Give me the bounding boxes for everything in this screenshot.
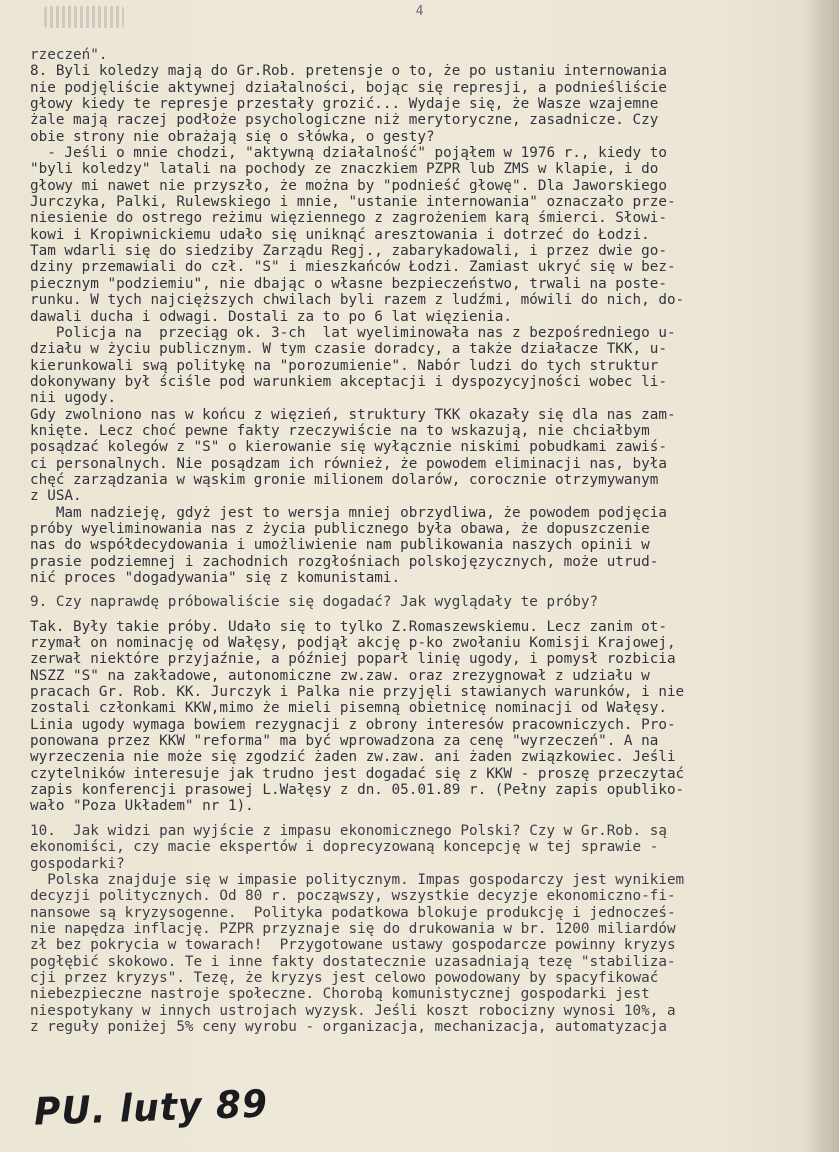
text-line: Gdy zwolniono nas w końcu z więzień, struktury TKK okazały się dla nas zam- [30, 406, 676, 423]
text-line: decyzji politycznych. Od 80 r. począwszy, wszystkie decyzje ekonomiczno-fi- [30, 888, 676, 905]
text-line: niebezpieczne nastroje społeczne. Chorobą komunistycznej gospodarki jest [30, 986, 650, 1003]
text-line: obie strony nie obrażają się o słówka, o gesty? [30, 128, 435, 145]
text-line: głowy kiedy te represje przestały grozić... Wydaje się, że Wasze wzajemne [30, 96, 659, 113]
text-line: 8. Byli koledzy mają do Gr.Rob. pretensje o to, że po ustaniu internowania [30, 63, 667, 80]
text-line: chęć zarządzania w wąskim gronie milionem dolarów, corocznie otrzymywanym [30, 471, 659, 488]
text-line: dziny przemawiali do czł. "S" i mieszkańców Łodzi. Zamiast ukryć się w bez- [30, 259, 676, 276]
text-line: Jurczyka, Palki, Rulewskiego i mnie, "ustanie internowania" oznaczało prze- [30, 194, 676, 211]
text-line: ci personalnych. Nie posądzam ich również, że powodem eliminacji nas, była [30, 455, 667, 472]
text-line: głowy mi nawet nie przyszło, że można by "podnieść głowę". Dla Jaworskiego [30, 177, 667, 194]
page-number: 4 [415, 4, 424, 19]
text-line: - Jeśli o mnie chodzi, "aktywną działalność" pojąłem w 1976 r., kiedy to [30, 145, 667, 162]
text-line: prasie podziemnej i zachodnich rozgłośniach polskojęzycznych, może utrud- [30, 553, 659, 570]
text-line: dokonywany był ściśle pod warunkiem akceptacji i dyspozycyjności wobec li- [30, 373, 667, 390]
text-line: czytelników interesuje jak trudno jest dogadać się z KKW - proszę przeczytać [30, 765, 685, 782]
paragraph-gap [30, 586, 800, 594]
text-line: niesienie do ostrego reżimu więziennego z zagrożeniem karą śmierci. Słowi- [30, 210, 667, 227]
text-line: rzymał on nominację od Wałęsy, podjął akcję p-ko zwołaniu Komisji Krajowej, [30, 635, 676, 652]
text-line: działu w życiu publicznym. W tym czasie doradcy, a także działacze TKK, u- [30, 341, 667, 358]
text-line: Polska znajduje się w impasie politycznym. Impas gospodarczy jest wynikiem [30, 871, 685, 888]
text-line: pracach Gr. Rob. KK. Jurczyk i Palka nie przyjęli stawianych warunków, i nie [30, 684, 685, 701]
handwritten-note: PU. luty 89 [33, 1082, 269, 1135]
text-line: nić proces "dogadywania" się z komunistami. [30, 570, 401, 586]
paragraph-gap [30, 611, 800, 619]
text-line: 9. Czy naprawdę próbowaliście się dogadać? Jak wyglądały te próby? [30, 594, 599, 611]
text-line: kowi i Kropiwnickiemu udało się uniknąć aresztowania i dotrzeć do Łodzi. [30, 226, 650, 243]
text-line: z reguły poniżej 5% ceny wyrobu - organizacja, mechanizacja, automatyzacja [30, 1018, 667, 1035]
text-line: knięte. Lecz choć pewne fakty rzeczywiście na to wskazują, nie chciałbym [30, 422, 650, 439]
text-line: Policja na przeciąg ok. 3-ch lat wyeliminowała nas z bezpośredniego u- [30, 324, 676, 341]
text-line: ponowana przez KKW "reforma" ma być wprowadzona za cenę "wyrzeczeń". A na [30, 733, 659, 750]
text-line: nii ugody. [30, 390, 117, 407]
text-line: piecznym "podziemiu", nie dbając o własne bezpieczeństwo, trwali na poste- [30, 275, 667, 292]
text-line: "byli koledzy" latali na pochody ze znaczkiem PZPR lub ZMS w klapie, i do [30, 161, 659, 178]
text-line: z USA. [30, 488, 82, 505]
text-line: ekonomiści, czy macie ekspertów i doprecyzowaną koncepcję w tej sprawie - [30, 839, 659, 856]
text-line: dawali ducha i odwagi. Dostali za to po 6 lat więzienia. [30, 308, 513, 325]
text-line: nie podjęliście aktywnej działalności, bojąc się represji, a podnieśliście [30, 79, 667, 96]
text-line: Linia ugody wymaga bowiem rezygnacji z obrony interesów pracowniczych. Pro- [30, 716, 676, 733]
paragraph-gap [30, 815, 800, 823]
text-line: cji przez kryzys". Tezę, że kryzys jest celowo powodowany by spacyfikować [30, 969, 659, 986]
text-line: nie napędza inflację. PZPR przyznaje się do drukowania w br. 1200 miliardów [30, 920, 676, 937]
text-line: zostali członkami KKW,mimo że mieli pisemną obietnicę nominacji od Wałęsy. [30, 700, 667, 717]
text-line: pogłębić skokowo. Te i inne fakty dostatecznie uzasadniają tezę "stabiliza- [30, 953, 676, 970]
text-line: próby wyeliminowania nas z życia publicznego była obawa, że dopuszczenie [30, 520, 650, 537]
text-line: zapis konferencji prasowej L.Wałęsy z dn. 05.01.89 r. (Pełny zapis opubliko- [30, 782, 685, 799]
text-line: 10. Jak widzi pan wyjście z impasu ekonomicznego Polski? Czy w Gr.Rob. są [30, 822, 667, 839]
text-line: zerwał niektóre przyjaźnie, a później poparł linię ugody, i pomysł rozbicia [30, 651, 676, 668]
text-line: NSZZ "S" na zakładowe, autonomiczne zw.zaw. oraz zrezygnował z udziału w [30, 667, 650, 684]
text-line: wało "Poza Układem" nr 1). [30, 798, 254, 815]
paper-edge-shadow [803, 0, 839, 1152]
text-line: niespotykany w innych ustrojach wyzysk. Jeśli koszt robocizny wynosi 10%, a [30, 1002, 676, 1019]
text-line: runku. W tych najcięższych chwilach byli razem z ludźmi, mówili do nich, do- [30, 292, 685, 309]
typewritten-text [30, 47, 800, 1035]
text-line: rzeczeń". [30, 47, 108, 63]
text-line: gospodarki? [30, 855, 125, 872]
text-line: nansowe są kryzysogenne. Polityka podatkowa blokuje produkcję i jednocześ- [30, 904, 676, 921]
text-line: posądzać kolegów z "S" o kierowanie się wyłącznie niskimi pobudkami zawiś- [30, 439, 667, 456]
text-line: nas do współdecydowania i umożliwienie nam publikowania naszych opinii w [30, 537, 650, 554]
text-line: żale mają raczej podłoże psychologiczne niż merytoryczne, zasadnicze. Czy [30, 112, 659, 129]
text-line: zł bez pokrycia w towarach! Przygotowane ustawy gospodarcze powinny kryzys [30, 937, 676, 954]
text-line: Tam wdarli się do siedziby Zarządu Regj., zabarykadowali, i przez dwie go- [30, 243, 667, 260]
text-line: wyrzeczenia nie może się zgodzić żaden zw.zaw. ani żaden związkowiec. Jeśli [30, 749, 676, 766]
text-line: Tak. Były takie próby. Udało się to tylko Z.Romaszewskiemu. Lecz zanim ot- [30, 618, 667, 635]
text-line: Mam nadzieję, gdyż jest to wersja mniej obrzydliwa, że powodem podjęcia [30, 504, 667, 521]
text-line: kierunkowali swą politykę na "porozumienie". Nabór ludzi do tych struktur [30, 357, 659, 374]
